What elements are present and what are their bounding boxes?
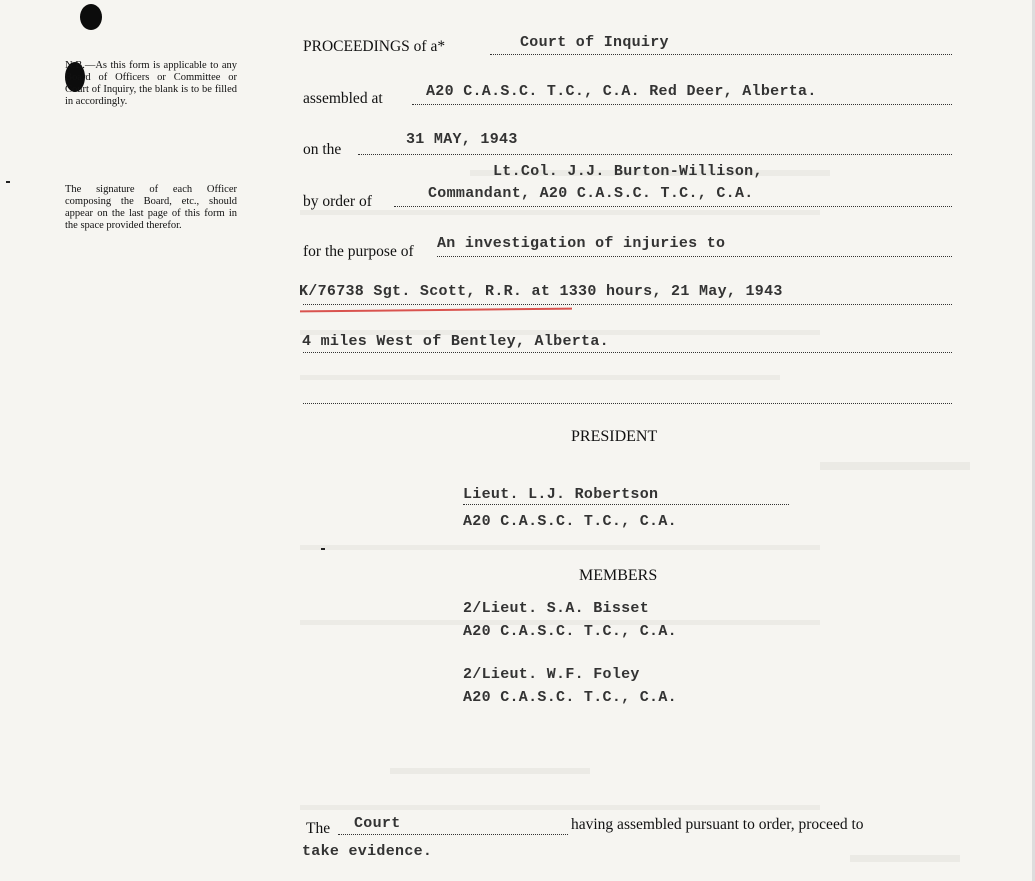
assembled-line [412,104,952,105]
page-mark [321,548,325,550]
by-order-value-line1: Lt.Col. J.J. Burton-Willison, [493,163,763,180]
take-evidence-text: take evidence. [302,843,433,860]
member-1-name: 2/Lieut. S.A. Bisset [463,600,650,617]
purpose-value-line3: 4 miles West of Bentley, Alberta. [302,333,609,350]
president-heading: PRESIDENT [571,428,658,445]
purpose-label: for the purpose of [303,243,414,260]
members-heading: MEMBERS [579,567,658,584]
proceedings-label: PROCEEDINGS of a* [303,38,446,55]
punch-hole-top [80,4,102,30]
purpose-line-4 [303,403,952,404]
purpose-line-3 [303,352,952,353]
margin-mark [6,181,10,183]
court-line [338,834,568,835]
by-order-label: by order of [303,193,372,210]
note-nb: N.B.—As this form is applicable to any Board of Officers or Committee or Court of Inquiry, the blank is to be filled in accordingly. [65,60,237,107]
date-value: 31 MAY, 1943 [406,131,518,148]
court-value: Court [354,815,401,832]
president-unit: A20 C.A.S.C. T.C., C.A. [463,513,677,530]
member-2-name: 2/Lieut. W.F. Foley [463,666,640,683]
president-name: Lieut. L.J. Robertson [463,486,659,503]
pursuant-label: having assembled pursuant to order, proceed to [571,816,864,833]
member-2-unit: A20 C.A.S.C. T.C., C.A. [463,689,677,706]
purpose-line-2 [303,304,952,305]
red-underline [300,308,572,313]
date-line [358,154,952,155]
proceedings-value: Court of Inquiry [520,34,669,51]
assembled-label: assembled at [303,90,383,107]
note-signature: The signature of each Officer composing the Board, etc., should appear on the last page of this form in the space provided therefor. [65,184,237,231]
purpose-value-line2: K/76738 Sgt. Scott, R.R. at 1330 hours, 21 May, 1943 [299,283,783,300]
member-1-unit: A20 C.A.S.C. T.C., C.A. [463,623,677,640]
president-line [463,504,789,505]
purpose-line-1 [437,256,952,257]
by-order-value-line2: Commandant, A20 C.A.S.C. T.C., C.A. [428,185,754,202]
proceedings-line [490,54,952,55]
on-the-label: on the [303,141,342,158]
purpose-value-line1: An investigation of injuries to [437,235,726,252]
the-label: The [306,820,331,837]
by-order-line [394,206,952,207]
assembled-value: A20 C.A.S.C. T.C., C.A. Red Deer, Alberta. [426,83,817,100]
